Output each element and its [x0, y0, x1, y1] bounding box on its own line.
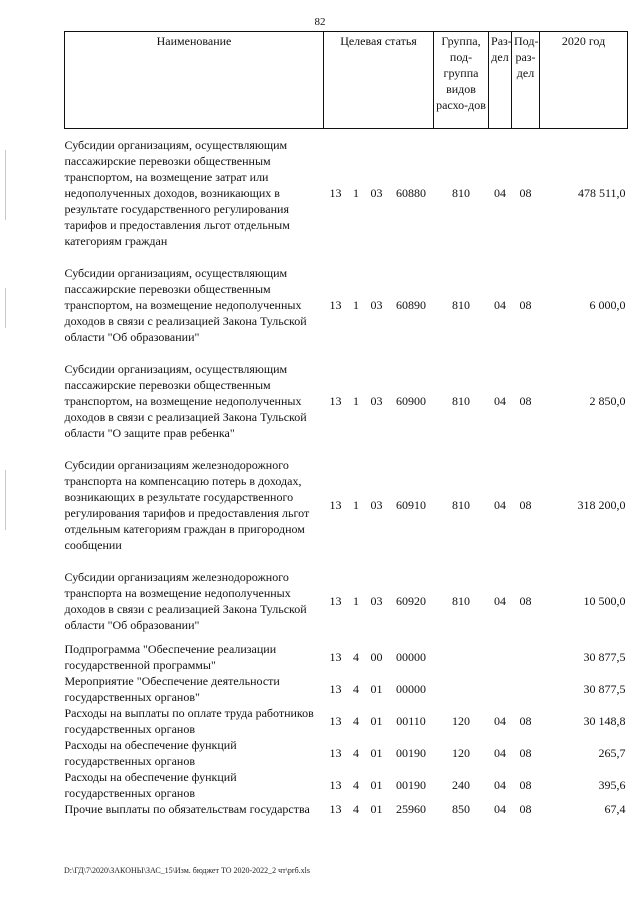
row-target-code: 00110	[396, 714, 426, 728]
table-row	[65, 353, 628, 449]
row-target-subprogram: 4	[353, 650, 359, 664]
row-section: 04	[494, 298, 507, 312]
row-name: Подпрограмма "Обеспечение реализации государственной программы"	[64, 642, 277, 672]
row-target-program: 13	[329, 746, 342, 760]
row-subsection: 08	[519, 746, 532, 760]
row-target-subprogram: 1	[353, 594, 359, 608]
row-target-event: 01	[370, 682, 383, 696]
table-row	[65, 769, 628, 801]
row-amount: 395,6	[598, 778, 626, 792]
row-target-program: 13	[329, 186, 342, 200]
row-target-code: 60910	[396, 498, 426, 512]
header-year: 2020 год	[540, 32, 628, 129]
row-subsection	[512, 641, 540, 673]
row-subsection: 08	[519, 594, 532, 608]
row-expense-group: 810	[452, 186, 471, 200]
row-amount: 478 511,0	[577, 186, 626, 200]
table-row	[65, 641, 628, 673]
row-target-program: 13	[329, 594, 342, 608]
row-amount: 2 850,0	[589, 394, 626, 408]
row-name: Субсидии организациям, осуществляющим пассажирские перевозки общественным транспортом, на возмещение недополученных доходов в связи с реализацией Закона Тульской области "О защите прав ребенка"	[64, 362, 307, 440]
row-target-subprogram: 4	[353, 778, 359, 792]
row-target-event: 03	[370, 394, 383, 408]
header-name: Наименование	[65, 32, 324, 129]
row-subsection: 08	[519, 802, 532, 816]
row-target-event: 01	[370, 746, 383, 760]
row-target-code: 25960	[396, 802, 426, 816]
row-target-event: 03	[370, 498, 383, 512]
row-subsection	[512, 673, 540, 705]
row-section: 04	[494, 802, 507, 816]
row-amount: 6 000,0	[589, 298, 626, 312]
row-name: Расходы на обеспечение функций государственных органов	[64, 738, 237, 768]
row-expense-group: 240	[452, 778, 471, 792]
row-amount: 318 200,0	[577, 498, 626, 512]
row-subsection: 08	[519, 498, 532, 512]
row-amount: 30 877,5	[583, 650, 626, 664]
row-target-code: 60900	[396, 394, 426, 408]
row-target-subprogram: 1	[353, 298, 359, 312]
row-section: 04	[494, 498, 507, 512]
row-subsection: 08	[519, 778, 532, 792]
row-target-code: 60880	[396, 186, 426, 200]
page-number: 82	[314, 16, 326, 28]
row-target-event: 01	[370, 802, 383, 816]
row-subsection: 08	[519, 186, 532, 200]
table-header-row	[65, 32, 628, 129]
row-target-event: 03	[370, 298, 383, 312]
row-target-event: 03	[370, 594, 383, 608]
table-row	[65, 257, 628, 353]
row-target-code: 00000	[396, 682, 426, 696]
budget-table	[64, 31, 628, 817]
row-section: 04	[494, 714, 507, 728]
row-target-event: 03	[370, 186, 383, 200]
row-name: Мероприятие "Обеспечение деятельности государственных органов"	[64, 674, 280, 704]
table-row	[65, 673, 628, 705]
row-section: 04	[494, 746, 507, 760]
row-subsection: 08	[519, 298, 532, 312]
row-expense-group: 120	[452, 714, 471, 728]
row-target-program: 13	[329, 778, 342, 792]
row-target-code: 00190	[396, 778, 426, 792]
table-row	[65, 705, 628, 737]
header-section: Раз-дел	[489, 32, 512, 129]
row-target-event: 01	[370, 714, 383, 728]
row-amount: 10 500,0	[583, 594, 626, 608]
row-subsection: 08	[519, 714, 532, 728]
row-target-event: 01	[370, 778, 383, 792]
row-amount: 265,7	[598, 746, 626, 760]
row-section: 04	[494, 594, 507, 608]
row-amount: 67,4	[604, 802, 626, 816]
row-subsection: 08	[519, 394, 532, 408]
row-target-program: 13	[329, 394, 342, 408]
row-amount: 30 877,5	[583, 682, 626, 696]
row-target-program: 13	[329, 298, 342, 312]
row-target-subprogram: 1	[353, 186, 359, 200]
row-expense-group: 120	[452, 746, 471, 760]
row-name: Субсидии организациям железнодорожного транспорта на возмещение недополученных доходов в связи с реализацией Закона Тульской области "Об образовании"	[64, 570, 307, 632]
row-target-subprogram: 4	[353, 802, 359, 816]
row-target-program: 13	[329, 714, 342, 728]
row-section: 04	[494, 186, 507, 200]
row-target-code: 00190	[396, 746, 426, 760]
row-name: Субсидии организациям железнодорожного транспорта на компенсацию потерь в доходах, возникающих в результате государственного регулирования тарифов и предоставления льгот отдельным категориям граждан в пригородном сообщении	[64, 458, 310, 552]
table-row	[65, 737, 628, 769]
row-name: Расходы на обеспечение функций государственных органов	[64, 770, 237, 800]
row-expense-group: 810	[452, 498, 471, 512]
row-target-subprogram: 4	[353, 714, 359, 728]
row-name: Субсидии организациям, осуществляющим пассажирские перевозки общественным транспортом, на возмещение затрат или недополученных доходов, возникающих в результате государственного регулирования тарифов и предоставления льгот отдельным категориям граждан	[64, 138, 290, 248]
row-expense-group: 810	[452, 394, 471, 408]
row-target-code: 00000	[396, 650, 426, 664]
row-target-code: 60890	[396, 298, 426, 312]
row-name: Субсидии организациям, осуществляющим пассажирские перевозки общественным транспортом, на возмещение недополученных доходов в связи с реализацией Закона Тульской области "Об образовании"	[64, 266, 307, 344]
scan-margin-mark	[5, 470, 6, 530]
header-target-article: Целевая статья	[324, 32, 434, 129]
row-section: 04	[494, 394, 507, 408]
table-row	[65, 801, 628, 817]
scan-margin-mark	[5, 150, 6, 220]
row-target-program: 13	[329, 498, 342, 512]
header-expense-group: Группа, под-группа видов расхо-дов	[434, 32, 489, 129]
scan-margin-mark	[5, 288, 6, 328]
table-row	[65, 449, 628, 561]
row-expense-group: 850	[452, 802, 471, 816]
row-section	[489, 673, 512, 705]
row-expense-group	[434, 673, 489, 705]
table-row	[65, 129, 628, 258]
row-target-program: 13	[329, 650, 342, 664]
row-target-event: 00	[370, 650, 383, 664]
header-subsection: Под-раз-дел	[512, 32, 540, 129]
row-target-subprogram: 1	[353, 498, 359, 512]
row-target-subprogram: 1	[353, 394, 359, 408]
row-section	[489, 641, 512, 673]
row-amount: 30 148,8	[583, 714, 626, 728]
row-target-subprogram: 4	[353, 682, 359, 696]
row-expense-group: 810	[452, 594, 471, 608]
file-path-footer: D:\ГД\7\2020\ЗАКОНЫ\ЗАС_15\Изм. бюджет ТО 2020-2022_2 чт\prб.xls	[64, 866, 310, 875]
row-section: 04	[494, 778, 507, 792]
table-row	[65, 561, 628, 641]
row-target-code: 60920	[396, 594, 426, 608]
row-expense-group: 810	[452, 298, 471, 312]
row-name: Расходы на выплаты по оплате труда работников государственных органов	[64, 706, 314, 736]
row-target-program: 13	[329, 802, 342, 816]
row-target-program: 13	[329, 682, 342, 696]
row-name: Прочие выплаты по обязательствам государства	[64, 802, 310, 816]
row-expense-group	[434, 641, 489, 673]
row-target-subprogram: 4	[353, 746, 359, 760]
